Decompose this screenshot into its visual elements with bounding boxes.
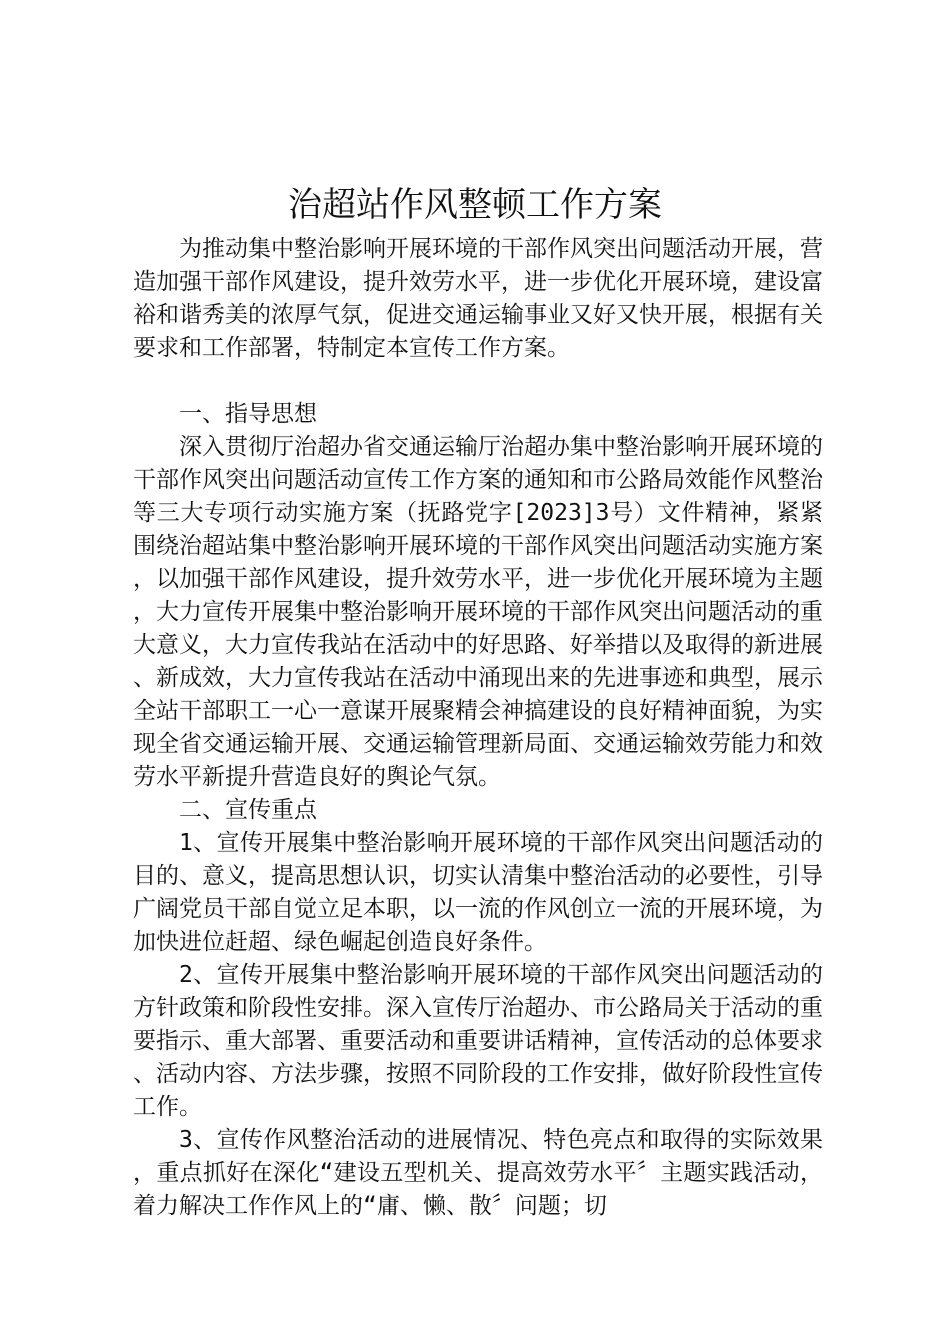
publicity-point-2: 2、宣传开展集中整治影响开展环境的干部作风突出问题活动的方针政策和阶段性安排。深入宣传厅治超办、市公路局关于活动的重要指示、重大部署、重要活动和重要讲话精神，宣传活动的总体要求、活动内容、方法步骤，按照不同阶段的工作安排，做好阶段性宣传工作。: [133, 962, 823, 1120]
section-heading-guiding-ideology: 一、指导思想: [179, 401, 317, 427]
section-paragraph-guiding-ideology: 深入贯彻厅治超办省交通运输厅治超办集中整治影响开展环境的干部作风突出问题活动宣传工作方案的通知和市公路局效能作风整治等三大专项行动实施方案（抚路党字[2023]3号）文件精神，紧紧围绕治超站集中整治影响开展环境的干部作风突出问题活动实施方案，以加强干部作风建设，提升效劳水平，进一步优化开展环境为主题，大力宣传开展集中整治影响开展环境的干部作风突出问题活动的重大意义，大力宣传我站在活动中的好思路、好举措以及取得的新进展、新成效，大力宣传我站在活动中涌现出来的先进事迹和典型，展示全站干部职工一心一意谋开展聚精会神搞建设的良好精神面貌，为实现全省交通运输开展、交通运输管理新局面、交通运输效劳能力和效劳水平新提升营造良好的舆论气氛。: [133, 434, 823, 790]
publicity-point-3: 3、宣传作风整治活动的进展情况、特色亮点和取得的实际效果，重点抓好在深化“建设五型机关、提高效劳水平〞主题实践活动，着力解决工作作风上的“庸、懒、散〞问题；切: [133, 1127, 823, 1219]
document-title: 治超站作风整顿工作方案: [288, 185, 662, 225]
publicity-point-1: 1、宣传开展集中整治影响开展环境的干部作风突出问题活动的目的、意义，提高思想认识，切实认清集中整治活动的必要性，引导广阔党员干部自觉立足本职，以一流的作风创立一流的开展环境，为加快进位赶超、绿色崛起创造良好条件。: [133, 830, 823, 955]
document-body: [133, 233, 823, 1223]
section-heading-publicity-focus: 二、宣传重点: [179, 797, 317, 823]
paragraph-gap: [133, 365, 823, 398]
intro-paragraph: 为推动集中整治影响开展环境的干部作风突出问题活动开展，营造加强干部作风建设，提升效劳水平，进一步优化开展环境，建设富裕和谐秀美的浓厚气氛，促进交通运输事业又好又快开展，根据有关要求和工作部署，特制定本宣传工作方案。: [133, 236, 823, 361]
